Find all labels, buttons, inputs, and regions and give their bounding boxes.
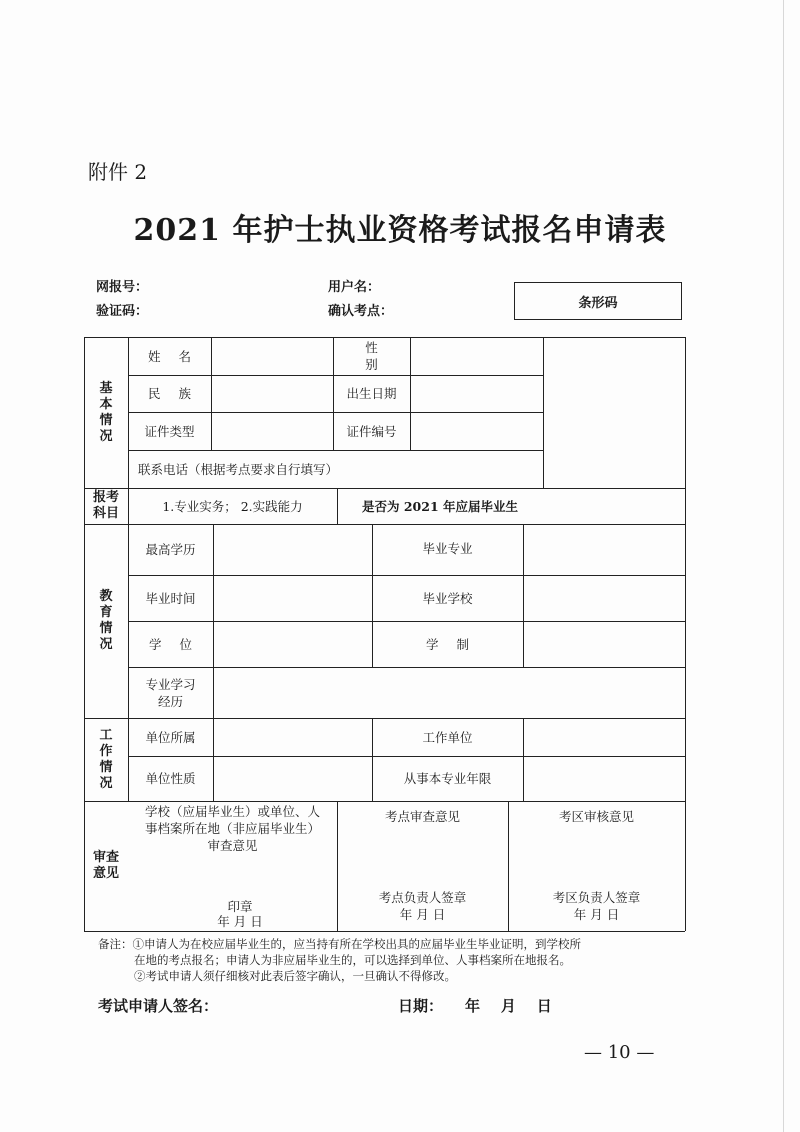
id-type-label: 证件类型 <box>144 423 195 439</box>
graduate-question-label: 是否为 2021 年应届毕业生 <box>362 498 518 514</box>
study-history-field[interactable] <box>213 667 685 718</box>
district-opinion-label: 考区审核意见 <box>558 808 634 824</box>
applicant-signature-field[interactable] <box>230 1010 370 1024</box>
notes <box>98 936 698 984</box>
name-field[interactable] <box>211 337 333 375</box>
barcode-box <box>514 282 682 320</box>
employer-type-label: 单位性质 <box>145 771 196 786</box>
section-char: 科目 <box>92 506 119 521</box>
form-title: 2021 年护士执业资格考试报名申请表 <box>133 213 667 248</box>
graduate-question-field[interactable] <box>543 488 685 524</box>
employer-label: 工作单位 <box>422 729 473 745</box>
section-char: 况 <box>99 637 113 652</box>
school-field[interactable] <box>523 575 685 621</box>
barcode-label: 条形码 <box>578 295 618 311</box>
section-char: 况 <box>99 775 113 791</box>
note-line: 备注：①申请人为在校应届毕业生的，应当持有所在学校出具的应届毕业生毕业证明，到学校所 <box>98 937 581 951</box>
section-char: 工 <box>99 727 113 743</box>
site-sign-label: 考点负责人签章 <box>378 889 467 905</box>
grad-time-label: 毕业时间 <box>145 590 196 606</box>
date-blank: 年 月 日 <box>465 997 552 1015</box>
major-label: 毕业专业 <box>422 541 473 556</box>
birth-date-label: 出生日期 <box>346 386 397 401</box>
district-sign-label: 考区负责人签章 <box>552 889 641 905</box>
highest-degree-label: 最高学历 <box>145 542 196 557</box>
school-opinion-label <box>128 801 337 856</box>
section-char: 基 <box>99 380 113 396</box>
degree-field[interactable] <box>213 621 372 667</box>
section-education <box>84 524 128 718</box>
degree-label: 学位 <box>148 636 210 652</box>
gender-field[interactable] <box>410 337 543 375</box>
label-line: 经历 <box>157 693 183 709</box>
exam-site-label: 确认考点： <box>328 304 394 319</box>
section-char: 本 <box>99 396 113 412</box>
school-date: 年 月 日 <box>217 913 263 929</box>
id-type-field[interactable] <box>211 412 333 450</box>
label-line: 审查意见 <box>207 838 258 853</box>
id-number-label: 证件编号 <box>346 423 397 439</box>
page-edge-line <box>783 0 784 1132</box>
highest-degree-field[interactable] <box>213 524 372 575</box>
employer-affiliation-field[interactable] <box>213 718 372 756</box>
applicant-signature-label: 考试申请人签名： <box>98 997 219 1015</box>
exam-subjects-text: 1.专业实务； 2.实践能力 <box>162 498 303 514</box>
site-date: 年 月 日 <box>399 906 446 922</box>
years-in-field-field[interactable] <box>523 756 685 801</box>
label-line: 事档案所在地（非应届毕业生） <box>144 821 320 836</box>
ethnicity-field[interactable] <box>211 375 333 412</box>
section-char: 报考 <box>92 490 119 505</box>
section-char: 作 <box>99 743 113 759</box>
study-history-label <box>128 667 213 718</box>
section-review <box>84 801 128 931</box>
employer-field[interactable] <box>523 718 685 756</box>
label-line: 专业学习 <box>145 676 196 692</box>
name-label: 姓名 <box>147 348 209 364</box>
schooling-length-label: 学制 <box>425 636 487 652</box>
section-char: 情 <box>99 621 113 636</box>
school-label: 毕业学校 <box>422 590 473 606</box>
schooling-length-field[interactable] <box>523 621 685 667</box>
section-work <box>84 718 128 801</box>
phone-label: 联系电话（根据考点要求自行填写） <box>138 461 339 477</box>
id-number-field[interactable] <box>410 412 543 450</box>
section-char: 况 <box>99 428 113 444</box>
birth-date-field[interactable] <box>410 375 543 412</box>
section-exam-subjects <box>84 488 128 524</box>
phone-field[interactable] <box>343 450 543 488</box>
label-line: 学校（应届毕业生）或单位、人 <box>144 804 320 819</box>
gender-label: 性别 <box>365 340 396 372</box>
employer-type-field[interactable] <box>213 756 372 801</box>
section-char: 情 <box>99 759 113 775</box>
section-char: 教 <box>99 589 113 604</box>
note-line: ②考试申请人须仔细核对此表后签字确认，一旦确认不得修改。 <box>134 969 456 983</box>
section-char: 育 <box>99 605 113 620</box>
date-label: 日期： <box>398 997 444 1015</box>
photo-area <box>543 337 685 488</box>
page-number: — 10 — <box>584 1042 655 1063</box>
grad-time-field[interactable] <box>213 575 372 621</box>
site-opinion-label: 考点审查意见 <box>384 808 460 824</box>
net-number-label: 网报号： <box>96 280 149 295</box>
district-date: 年 月 日 <box>573 906 620 922</box>
school-seal-label: 印章 <box>227 898 253 914</box>
section-char: 情 <box>99 412 113 428</box>
section-char: 审查 <box>92 850 119 865</box>
note-line: 在地的考点报名；申请人为非应届毕业生的，可以选择到单位、人事档案所在地报名。 <box>134 953 571 967</box>
section-char: 意见 <box>92 866 119 881</box>
verify-code-label: 验证码： <box>96 304 149 319</box>
years-in-field-label: 从事本专业年限 <box>403 771 492 786</box>
attachment-label: 附件 2 <box>88 160 148 184</box>
ethnicity-label: 民族 <box>147 386 209 401</box>
employer-affiliation-label: 单位所属 <box>145 729 196 745</box>
username-label: 用户名： <box>328 280 381 295</box>
section-basic-info <box>84 337 128 488</box>
major-field[interactable] <box>523 524 685 575</box>
